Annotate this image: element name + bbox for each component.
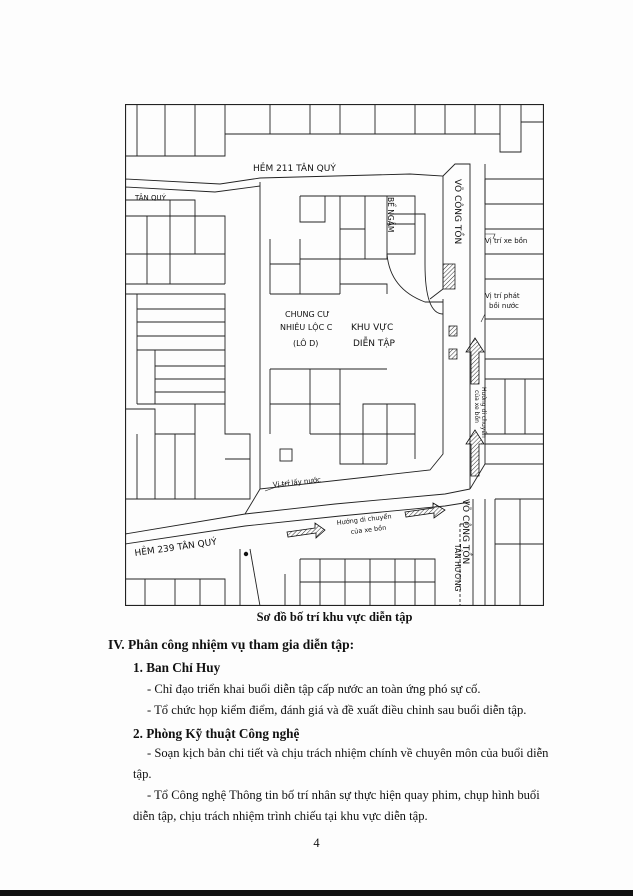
direction-h-label-line2: của xe bồn [350, 523, 387, 536]
subsection-1-item-1: - Chỉ đạo triển khai buổi diễn tập cấp nước an toàn ứng phó sự cố. [147, 682, 481, 696]
building-label-line1: CHUNG CƯ [285, 310, 330, 319]
map-caption: Sơ đồ bố trí khu vực diễn tập [256, 610, 413, 624]
be-ngam-label: BỂ NGẦM [386, 197, 395, 233]
area-label-line2: DIỄN TẬP [353, 339, 395, 349]
area-label-line1: KHU VỰC [351, 323, 394, 333]
direction-h-label-line1: Hướng di chuyển [336, 512, 392, 527]
direction-v-label-line1: Hướng di chuyển [480, 387, 487, 438]
subsection-2-item-1b: tập. [133, 767, 152, 781]
street-tanquy-label: TÂN QUÝ [135, 194, 166, 202]
water-point-label-line1: Vị trí phát [485, 292, 520, 300]
street-vocongton-top-label: VÕ CÔNG TỒN [452, 179, 462, 245]
site-map [125, 104, 544, 606]
water-intake-marker [244, 552, 248, 556]
site-map-drawing [125, 104, 544, 606]
street-hem239-label: HẺM 239 TÂN QUÝ [134, 537, 218, 559]
building-label-line3: (LÔ D) [293, 339, 319, 348]
water-point-label-line2: bồi nước [489, 302, 519, 310]
water-point-marker-2 [449, 349, 457, 359]
scan-bottom-edge [0, 890, 633, 896]
direction-v-label-line2: của xe bồn [473, 390, 480, 423]
street-vocongton-bottom-label: VÕ CÔNG TỒN [460, 499, 470, 565]
street-tanhuong-label: TÂN HƯƠNG [453, 544, 462, 592]
subsection-2-title: 2. Phòng Kỹ thuật Công nghệ [133, 726, 300, 741]
water-point-marker-1 [449, 326, 457, 336]
page-number: 4 [313, 836, 320, 850]
truck-position-marker [443, 264, 455, 289]
subsection-1-title: 1. Ban Chỉ Huy [133, 660, 221, 675]
subsection-1-item-2: - Tổ chức họp kiểm điểm, đánh giá và đề xuất điều chỉnh sau buổi diễn tập. [147, 703, 527, 717]
water-intake-label: Vị trí lấy nước [272, 475, 322, 489]
subsection-2-item-2b: diễn tập, chịu trách nhiệm trình chiếu tại khu vực diễn tập. [133, 809, 428, 823]
subsection-2-item-2a: - Tổ Công nghệ Thông tin bố trí nhân sự thực hiện quay phim, chụp hình buổi [147, 788, 540, 802]
street-hem211-label: HẺM 211 TÂN QUÝ [253, 164, 336, 174]
truck-position-label: Vị trí xe bồn [485, 237, 528, 245]
building-label-line2: NHIÊU LỘC C [280, 323, 333, 332]
section-title: IV. Phân công nhiệm vụ tham gia diễn tập: [108, 637, 355, 652]
subsection-2-item-1a: - Soạn kịch bản chi tiết và chịu trách nhiệm chính về chuyên môn của buổi diễn [147, 746, 549, 760]
